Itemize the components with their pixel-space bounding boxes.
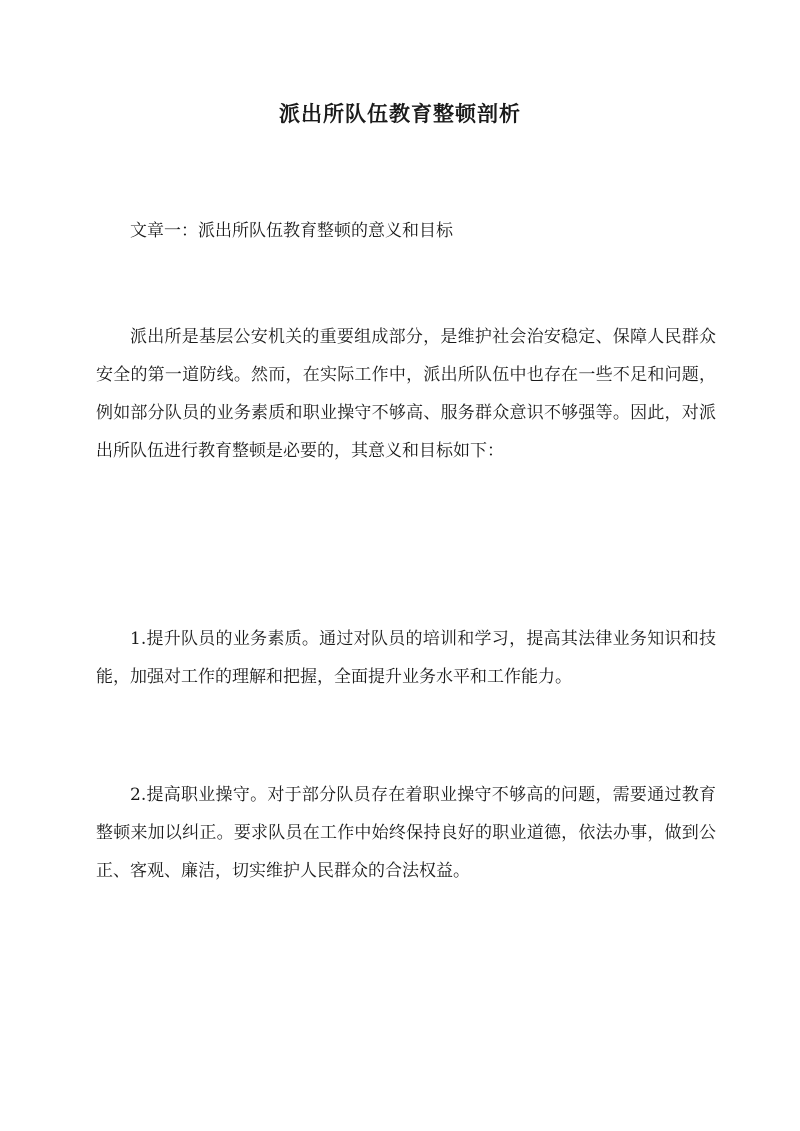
document-title: 派出所队伍教育整顿剖析 [279,101,521,126]
section-heading: 文章一：派出所队伍教育整顿的意义和目标 [130,221,453,241]
list-item: 1.提升队员的业务素质。通过对队员的培训和学习，提高其法律业务知识和技能，加强对工作的理解和把握，全面提升业务水平和工作能力。 [96,629,716,687]
intro-paragraph: 派出所是基层公安机关的重要组成部分，是维护社会治安稳定、保障人民群众安全的第一道防线。然而，在实际工作中，派出所队伍中也存在一些不足和问题，例如部分队员的业务素质和职业操守不够高、服务群众意识不够强等。因此，对派出所队伍进行教育整顿是必要的，其意义和目标如下： [96,327,716,461]
list-item: 2.提高职业操守。对于部分队员存在着职业操守不够高的问题，需要通过教育整顿来加以纠正。要求队员在工作中始终保持良好的职业道德，依法办事，做到公正、客观、廉洁，切实维护人民群众的合法权益。 [96,785,716,881]
